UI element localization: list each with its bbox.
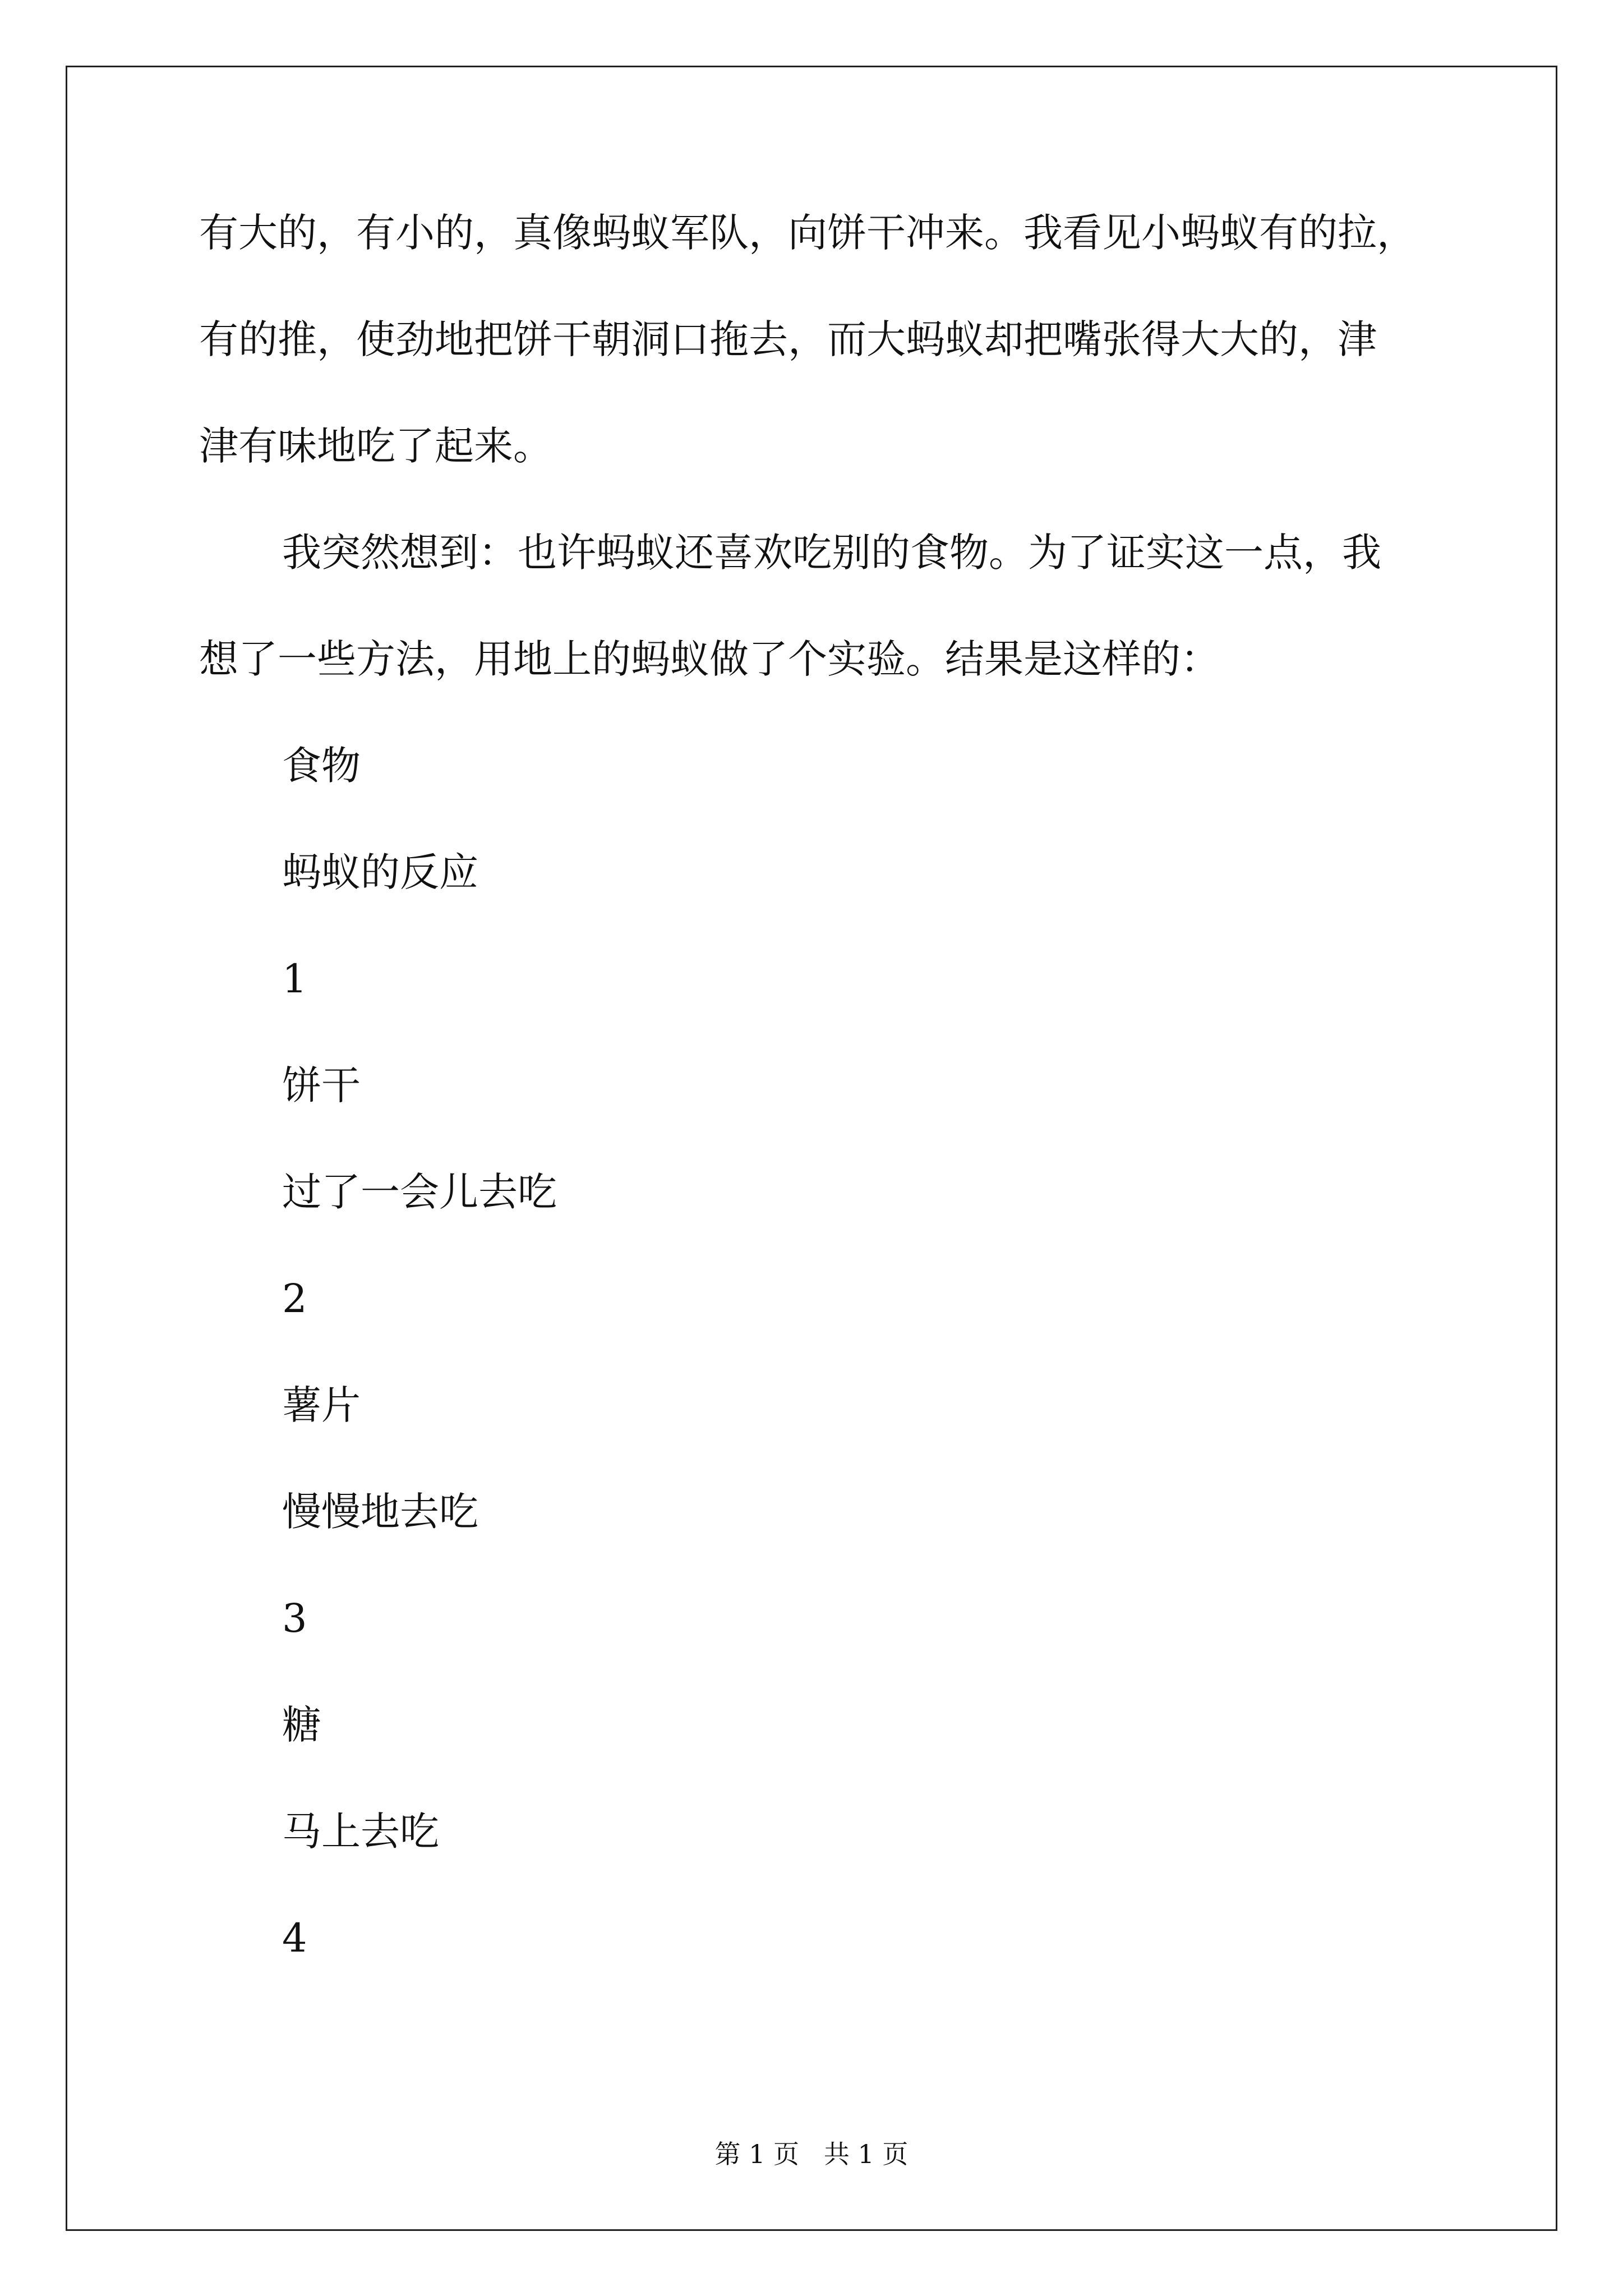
table-cell-reaction: 慢慢地去吃 (282, 1489, 478, 1535)
paragraph-1-line-3: 津有味地吃了起来。 (199, 423, 552, 469)
paragraph-1-line-1: 有大的，有小的，真像蚂蚁军队，向饼干冲来。我看见小蚂蚁有的拉， (199, 210, 1416, 256)
table-row-number: 2 (282, 1276, 307, 1322)
table-cell-food: 饼干 (282, 1062, 361, 1108)
paragraph-1-line-2: 有的推，使劲地把饼干朝洞口拖去，而大蚂蚁却把嘴张得大大的，津 (199, 316, 1377, 362)
table-cell-food: 糖 (282, 1702, 321, 1748)
table-row-number: 1 (282, 956, 307, 1002)
paragraph-2-line-1: 我突然想到：也许蚂蚁还喜欢吃别的食物。为了证实这一点，我 (282, 530, 1381, 576)
page-footer: 第 1 页 共 1 页 (714, 2139, 909, 2169)
paragraph-2-line-2: 想了一些方法，用地上的蚂蚁做了个实验。结果是这样的： (199, 636, 1220, 682)
table-row-number: 3 (282, 1595, 307, 1641)
page-border (66, 66, 1557, 2231)
table-header-reaction: 蚂蚁的反应 (282, 849, 478, 895)
table-cell-reaction: 过了一会儿去吃 (282, 1169, 557, 1215)
table-row-number: 4 (282, 1915, 307, 1961)
table-cell-food: 薯片 (282, 1382, 361, 1428)
table-header-food: 食物 (282, 743, 361, 789)
table-cell-reaction: 马上去吃 (282, 1809, 439, 1855)
